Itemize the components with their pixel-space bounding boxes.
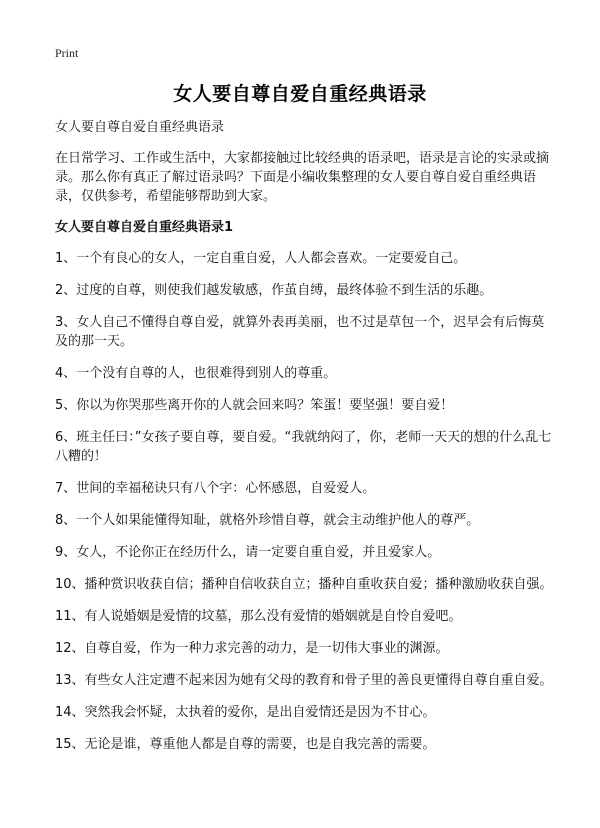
- article-body: [55, 118, 555, 767]
- page-title: 女人要自尊自爱自重经典语录: [173, 83, 427, 105]
- quote-item: 12、自尊自爱，作为一种力求完善的动力，是一切伟大事业的渊源。: [55, 641, 449, 656]
- quote-item: 8、一个人如果能懂得知耻，就格外珍惜自尊，就会主动维护他人的尊严。: [55, 513, 480, 528]
- quote-item: 4、一个没有自尊的人，也很难得到别人的尊重。: [55, 366, 337, 381]
- quote-item: 9、女人，不论你正在经历什么，请一定要自重自爱，并且爱家人。: [55, 545, 441, 560]
- article-subtitle: 女人要自尊自爱自重经典语录: [55, 120, 225, 135]
- section-heading: 女人要自尊自爱自重经典语录1: [55, 220, 234, 235]
- quote-item: 5、你以为你哭那些离开你的人就会回来吗？笨蛋！要坚强！要自爱！: [55, 398, 454, 413]
- quote-item: 6、班主任曰：”女孩子要自尊，要自爱。“我就纳闷了，你，老师一天天的想的什么乱七八糟的！: [55, 430, 552, 464]
- quote-item: 15、无论是谁，尊重他人都是自尊的需要，也是自我完善的需要。: [55, 737, 436, 752]
- quote-item: 2、过度的自尊，则使我们越发敏感，作茧自缚，最终体验不到生活的乐趣。: [55, 283, 493, 298]
- quote-item: 1、一个有良心的女人，一定自重自爱，人人都会喜欢。一定要爱自己。: [55, 251, 467, 266]
- quote-item: 11、有人说婚姻是爱情的坟墓，那么没有爱情的婚姻就是自怜自爱吧。: [55, 609, 462, 624]
- intro-paragraph: 在日常学习、工作或生活中，大家都接触过比较经典的语录吧，语录是言论的实录或摘录。那么你有真正了解过语录吗？下面是小编收集整理的女人要自尊自爱自重经典语录，仅供参考，希望能够帮助到大家。: [55, 151, 550, 204]
- quote-item: 7、世间的幸福秘诀只有八个字：心怀感恩，自爱爱人。: [55, 481, 376, 496]
- print-label: Print: [55, 46, 79, 60]
- quote-item: 10、播种赏识收获自信；播种自信收获自立；播种自重收获自爱；播种激励收获自强。: [55, 577, 553, 592]
- quote-item: 3、女人自己不懂得自尊自爱，就算外表再美丽，也不过是草包一个，迟早会有后悔莫及的那一天。: [55, 315, 545, 349]
- quote-item: 14、突然我会怀疑，太执着的爱你，是出自爱情还是因为不甘心。: [55, 705, 436, 720]
- quote-item: 13、有些女人注定遭不起来因为她有父母的教育和骨子里的善良更懂得自尊自重自爱。: [55, 673, 553, 688]
